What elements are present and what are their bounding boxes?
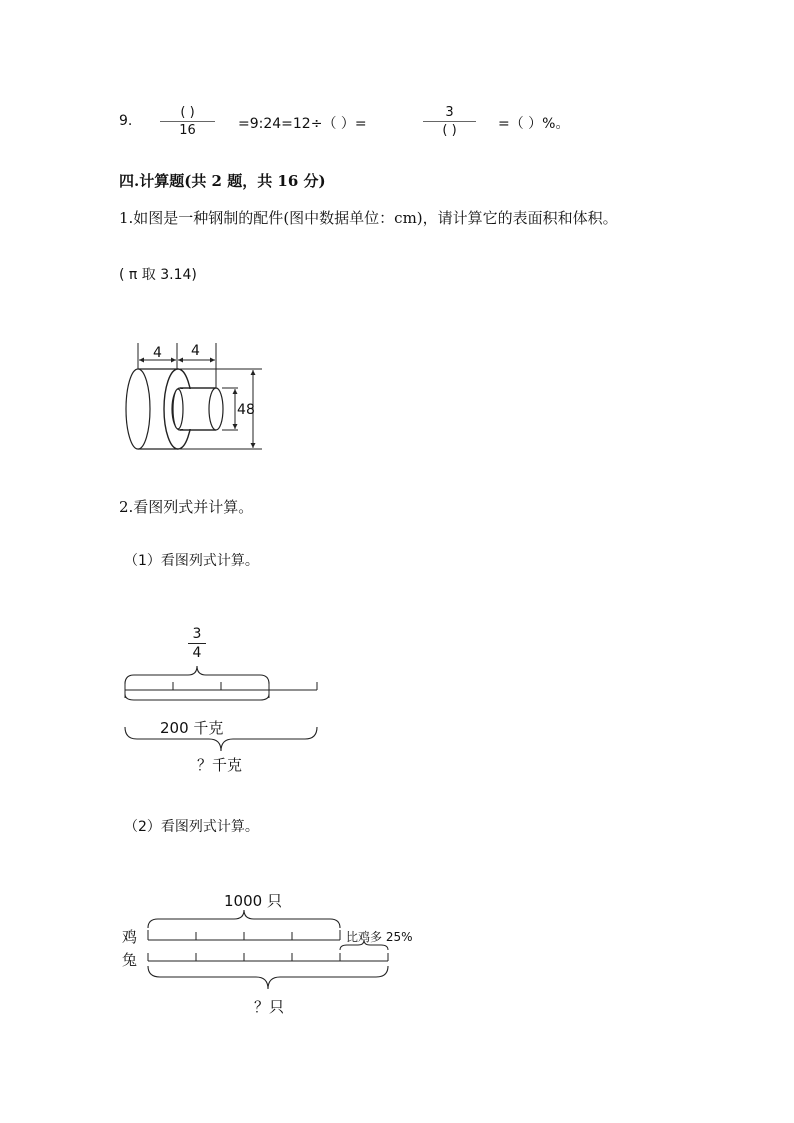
fraction-numerator: 3 xyxy=(445,105,454,120)
dim-top-right: 4 xyxy=(191,343,200,359)
dim-inner: 4 xyxy=(237,402,246,418)
fraction-numerator: 3 xyxy=(192,626,202,642)
part-2-label: （2）看图列式计算。 xyxy=(124,819,259,835)
fraction-denominator: 4 xyxy=(192,645,202,661)
fraction-numerator: ( ) xyxy=(180,105,195,120)
ratio-expression: =9:24=12÷（ ）= xyxy=(238,116,367,132)
question-1-note: ( π 取 3.14) xyxy=(119,267,197,283)
section-heading: 四.计算题(共 2 题，共 16 分) xyxy=(119,172,326,190)
question-number: 9. xyxy=(119,113,133,129)
dim-outer: 8 xyxy=(246,402,255,418)
question-2-text: 2.看图列式并计算。 xyxy=(119,498,254,516)
total-chicken-label: 1000 只 xyxy=(224,892,282,910)
rabbit-label: 兔 xyxy=(122,951,138,969)
weight-label: 200 千克 xyxy=(160,719,224,737)
part-1-label: （1）看图列式计算。 xyxy=(124,553,259,569)
more-percent-label: 比鸡多 25% xyxy=(346,930,413,944)
fraction-denominator: ( ) xyxy=(442,123,457,138)
unknown-count-label: ？只 xyxy=(254,998,285,1016)
chicken-label: 鸡 xyxy=(122,928,138,946)
dim-top-left: 4 xyxy=(153,345,162,361)
question-1-text: 1.如图是一种钢制的配件(图中数据单位：cm)，请计算它的表面积和体积。 xyxy=(119,209,618,227)
unknown-kg-label: ？千克 xyxy=(197,756,243,774)
percent-expression: =（ ）%。 xyxy=(498,116,570,132)
fraction-denominator: 16 xyxy=(179,123,196,138)
